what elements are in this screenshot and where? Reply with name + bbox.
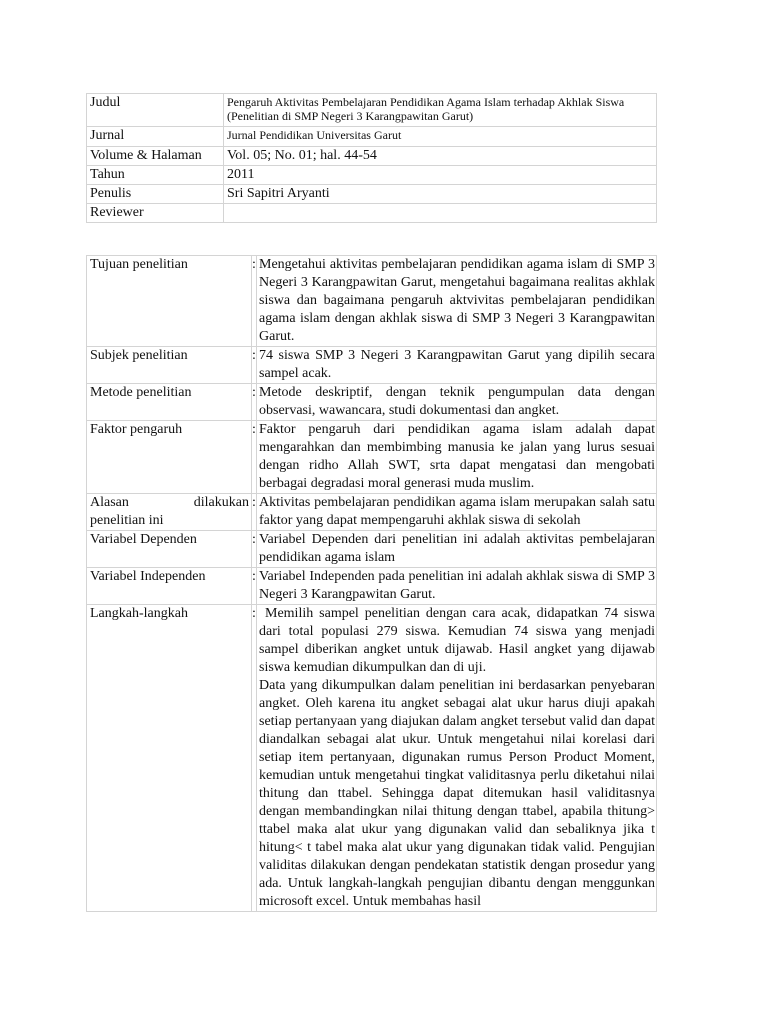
judul-label: Judul bbox=[87, 94, 224, 127]
row-judul bbox=[87, 94, 657, 127]
row-faktor bbox=[87, 421, 657, 494]
colon: : bbox=[252, 256, 257, 347]
independen-label: Variabel Independen bbox=[87, 568, 252, 605]
judul-value: Pengaruh Aktivitas Pembelajaran Pendidikan Agama Islam terhadap Akhlak Siswa (Penelitian di SMP Negeri 3 Karangpawitan Garut) bbox=[224, 94, 657, 127]
row-dependen bbox=[87, 531, 657, 568]
tujuan-label: Tujuan penelitian bbox=[87, 256, 252, 347]
row-metode bbox=[87, 384, 657, 421]
row-independen bbox=[87, 568, 657, 605]
penulis-label: Penulis bbox=[87, 185, 224, 204]
tujuan-value: Mengetahui aktivitas pembelajaran pendidikan agama islam di SMP 3 Negeri 3 Karangpawitan Garut, mengetahui bagaimana realitas akhlak siswa dan bagaimana pengaruh aktvivitas pembelajaran pendidikan agama islam dengan akhlak siswa di SMP 3 Negeri 3 Karangpawitan Garut. bbox=[257, 256, 657, 347]
alasan-label-line: penelitian ini bbox=[90, 513, 164, 528]
alasan-label-word: Alasan bbox=[90, 495, 129, 510]
row-alasan bbox=[87, 494, 657, 531]
colon: : bbox=[252, 421, 257, 494]
subjek-value: 74 siswa SMP 3 Negeri 3 Karangpawitan Garut yang dipilih secara sampel acak. bbox=[257, 347, 657, 384]
jurnal-label: Jurnal bbox=[87, 127, 224, 147]
alasan-label bbox=[87, 494, 252, 531]
tahun-label: Tahun bbox=[87, 166, 224, 185]
row-langkah bbox=[87, 605, 657, 912]
row-penulis bbox=[87, 185, 657, 204]
metode-label: Metode penelitian bbox=[87, 384, 252, 421]
penulis-value: Sri Sapitri Aryanti bbox=[224, 185, 657, 204]
colon: : bbox=[252, 605, 257, 912]
row-tujuan bbox=[87, 256, 657, 347]
dependen-label: Variabel Dependen bbox=[87, 531, 252, 568]
volume-value: Vol. 05; No. 01; hal. 44-54 bbox=[224, 147, 657, 166]
research-summary-table bbox=[86, 255, 657, 912]
langkah-paragraph: Memilih sampel penelitian dengan cara acak, didapatkan 74 siswa dari total populasi 279 siswa. Kemudian 74 siswa yang menjadi sampel diberikan angket untuk dijawab. Hasil angket yang dijawab siswa kemudian dikumpulkan dan di uji. bbox=[259, 606, 655, 675]
langkah-label: Langkah-langkah bbox=[87, 605, 252, 912]
row-jurnal bbox=[87, 127, 657, 147]
reviewer-value bbox=[224, 204, 657, 223]
subjek-label: Subjek penelitian bbox=[87, 347, 252, 384]
langkah-paragraph: Data yang dikumpulkan dalam penelitian ini berdasarkan penyebaran angket. Oleh karena itu angket sebagai alat ukur harus diuji apakah setiap pertanyaan yang diajukan dalam angket tersebut valid dan dapat diandalkan sebagai alat ukur. Untuk mengetahui nilai korelasi dari setiap item pertanyaan, digunakan rumus Person Product Moment, kemudian untuk mengetahui tingkat validitasnya perlu diketahui nilai thitung dan ttabel. Sehingga dapat ditemukan hasil validitasnya dengan membandingkan nilai thitung dengan ttabel, apabila thitung> ttabel maka alat ukur yang digunakan valid dan sebaliknya jika t hitung< t tabel maka alat ukur yang digunakan tidak valid. Pengujian validitas dilakukan dengan pendekatan statistik dengan prosedur yang ada. Untuk langkah-langkah pengujian dibantu dengan menggunkan microsoft excel. Untuk membahas hasil bbox=[259, 678, 655, 909]
alasan-label-word: dilakukan bbox=[193, 495, 249, 510]
colon: : bbox=[252, 531, 257, 568]
row-tahun bbox=[87, 166, 657, 185]
tahun-value: 2011 bbox=[224, 166, 657, 185]
independen-value: Variabel Independen pada penelitian ini adalah akhlak siswa di SMP 3 Negeri 3 Karangpawitan Garut. bbox=[257, 568, 657, 605]
alasan-value: Aktivitas pembelajaran pendidikan agama islam merupakan salah satu faktor yang dapat mempengaruhi akhlak siswa di sekolah bbox=[257, 494, 657, 531]
dependen-value: Variabel Dependen dari penelitian ini adalah aktivitas pembelajaran pendidikan agama islam bbox=[257, 531, 657, 568]
journal-info-table bbox=[86, 93, 657, 223]
colon: : bbox=[252, 568, 257, 605]
colon: : bbox=[252, 384, 257, 421]
row-volume bbox=[87, 147, 657, 166]
row-subjek bbox=[87, 347, 657, 384]
faktor-value: Faktor pengaruh dari pendidikan agama islam adalah dapat mengarahkan dan membimbing manusia ke jalan yang lurus sesuai dengan ridho Allah SWT, srta dapat mengatasi dan mengobati berbagai degradasi moral generasi muda muslim. bbox=[257, 421, 657, 494]
metode-value: Metode deskriptif, dengan teknik pengumpulan data dengan observasi, wawancara, studi dokumentasi dan angket. bbox=[257, 384, 657, 421]
reviewer-label: Reviewer bbox=[87, 204, 224, 223]
langkah-value bbox=[257, 605, 657, 912]
volume-label: Volume & Halaman bbox=[87, 147, 224, 166]
alasan-label-line bbox=[90, 494, 249, 512]
jurnal-value: Jurnal Pendidikan Universitas Garut bbox=[224, 127, 657, 147]
faktor-label: Faktor pengaruh bbox=[87, 421, 252, 494]
row-reviewer bbox=[87, 204, 657, 223]
colon: : bbox=[252, 494, 257, 531]
colon: : bbox=[252, 347, 257, 384]
